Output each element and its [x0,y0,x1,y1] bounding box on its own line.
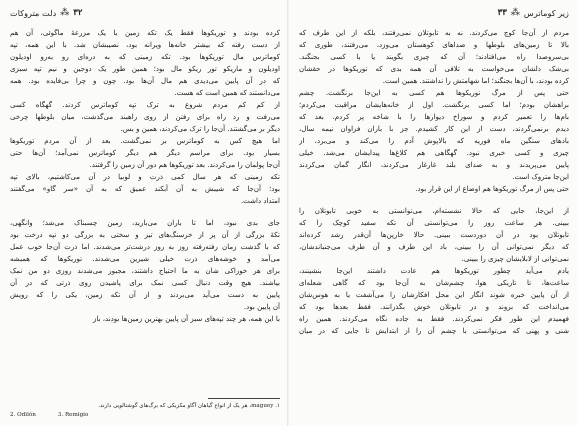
text-line: از آن پایین خبره شوند انگار این محل افکارشان را می‌آشفت یا به هوس‌شان [299,290,569,299]
text-line: نمی‌توانی از لابلایشان چیزی را ببینی. [461,254,569,263]
footnote-3: 3. Remigio [57,412,89,418]
text-line: دیدم برنمی‌گردند، دست از این کار کشیدم. جز با باران فراوان نیمه سال، [299,124,569,133]
text-line: حتی پس از مرگ توریکوها هم کسی به این‌جا برنگشت. چشم [299,88,569,97]
text-line: بام‌ها را تعمیر کردم و سوراخ دیوارها را با شاخه پر کردم. بعد که [299,112,569,121]
text-line: بالا تا زمین‌های بلوطها و صداهای کوهستان می‌وزد، می‌رفتند، طوری که [299,40,569,49]
footnote-1: ۱. maguey، هر یک از انواع گیاهان آگاو مکزیکی که برگ‌های گوشتالویی دارند. [98,403,280,409]
text-line: بیاشند. هیچ وقت دنبال کسی نمک برای پاشیدن روی ذرتی که در آن [10,278,280,287]
text-line: بی‌شک دلشان می‌خواست به تلافی آن همه بدی که توریکوها در حقشان [299,64,569,73]
text-line: از این‌جا، جایی که حالا نشسته‌ام، می‌توانستی به خوبی تابوتلان را [299,206,569,215]
text-line: کرده بودند، با آن‌ها بجنگند؛ اما شهامتش را نداشتند. همین است. [382,76,569,85]
text-line: جای بدی نبود، اما تا باران می‌بارید، زمین چسبناک می‌شد؛ وانگهی، [10,218,280,227]
text-line: چیزی و کسی خبری نبود. گهگاهی هم کلاغ‌ها پیدایشان می‌شد. خیلی [299,148,569,157]
footnotes [10,398,280,420]
text-line: پایین به دست می‌آید می‌بردند و از آن تکه زمین، یکی را که رویش [10,290,280,299]
footnote-latin [10,411,280,420]
text-line: با این همه، هر چند تپه‌های سبز آن پایین بهترین زمین‌ها بودند، باز [92,314,280,323]
text-line: می‌انداخت که بروند و در تابوتلان خوش بگذرانند. فقط بعدها بود که [299,302,569,311]
text-line: تکه زمینی که هر سال کمی ذرت و لوبیا در آن می‌کاشتیم، بالای تپه [10,172,280,181]
text-line: براهشان بودم؛ اما کسی برنگشت. اول از خانه‌هایشان مراقبت می‌کردم؛ [299,100,569,109]
footnote-rule [208,398,280,399]
paragraph-gap [299,195,569,205]
text-line: که دیگر نمی‌توانی آن را ببینی، باد این طرف و آن طرف می‌جنباندشان، [299,242,569,251]
book-gutter [287,0,289,426]
text-line: می‌آمد و خوشه‌های ذرت خیلی شیرین می‌شدند. توریکوها که همیشه [10,254,280,263]
text-line: این‌جا متروک است. [512,172,569,181]
text-line: اودیلون و ماریکو تور ریکو مال بود؛ همین طور یک دوجین و نیم تپه سبزی [10,64,280,73]
running-title: دلت متروکات [10,8,57,18]
page-number: ۳۲ [73,8,83,18]
text-line: ساعت‌ها، تا تاریکی هوا، چشم‌شان به آن‌جا بود که گاهی شعله‌ای [299,278,569,287]
text-line: بسیار بود. برای مراسم دیگر هم دیگر کوماترس نمی‌آمد؛ آن‌ها حتی [10,148,280,157]
text-line: یادم می‌آید چطور توریکوها هم عادت داشتند این‌جا بنشینند، [299,266,569,275]
text-line: تابوتلان بود در آن دوردست ببینی. حالا خارپن‌ها آن‌قدر رشد کرده‌اند [299,230,569,239]
text-line: ببینی. هر ساعت روز را می‌توانستی آن تکه سفید کوچک را که [299,218,569,227]
left-page [10,0,280,426]
text-line: بی‌سروصدا راه می‌افتادند؛ آن که چیزی بگویند یا با کسی بجنگند. [299,52,569,61]
page-number: ۳۳ [497,8,507,18]
text-line: برای هر خوراکی شان به ما احتیاج داشتند، مجبور می‌شدند روزی دو من نمک [10,266,280,275]
text-line: از کم کم مردم شروع به ترک تپه کوماترس کردند. گهگاه کسی [10,100,280,109]
text-line: آن پایین بود. [243,302,280,311]
text-line: شنی و پهنی که می‌توانستی با چشم آن را از ابتدایش تا جایی که در میان [299,326,569,335]
text-line: کرده بودند و توریکوها فقط یک تکه زمین با یک مزرعهٔ ماگوئی، آن هم [10,28,280,37]
text-line: امتداد داشت. [240,196,280,205]
footnote-2: 2. Odilón [10,412,36,418]
text-line: باد‌های سنگین ماه فوریه که بالاپوش آدم را می‌کند و می‌برد، از [299,136,569,145]
text-line: که با گذشت زمان رفته‌رفته روز به روز درشت‌تر می‌شدند. اما ذرت آن‌جا خوب عمل [10,242,280,251]
right-page [299,0,569,426]
ornament-icon: ⁂ [60,8,70,18]
text-line: حتی پس از مرگ توریکوها هم اوضاع از این قرار بود. [415,184,569,193]
text-line: که در آن پایین می‌دیدی هم مال آن‌ها بود. چون و چرا بی‌فایده بود. همه [10,76,280,85]
text-line: کوماترس مال توریکوها بود. تکه زمینی که به دره‌ای رو به‌رو اودیلون [10,52,280,61]
left-page-body [10,27,280,325]
paragraph-gap [10,207,280,217]
text-line: اما هیچ کس به کوماترس بر نمی‌گشت. بعد از آن مردم توریکوها [10,136,280,145]
text-line: مردم از آن‌جا کوچ می‌کردند. نه به تابوتلان نمی‌رفتند، بلکه از این طرف که [299,28,569,37]
text-line: پایین می‌پریدند و به صدای بلند غارغار می‌کردند، انگار گمان می‌کردند [299,160,569,169]
left-page-header [10,6,280,20]
text-line: فهمیدم این طور فکر نمی‌کردند. فقط به جاده نگاه می‌کردند. همین راه [299,314,569,323]
running-title: زیر کوماترس [523,8,569,18]
text-line: از دست رفته که بیشتر خانه‌ها ویرانه بود، نصیبشان شد. با این همه، تپه [10,40,280,49]
right-page-header [299,6,569,20]
text-line: می‌دانستند که همین است که هست. [174,88,280,97]
text-line: تکهٔ بزرگی از آن پر از خرسنگ‌های تیز و سختی به بزرگی دو تپه درخت بود [10,230,280,239]
text-line: آن‌جا پولمان را می‌کردند. بعد توریکوها هم دور آن زمین را گرفتند. [89,160,280,169]
text-line: دیگر بر می‌گشتند. آن‌جا را ترک می‌کردند، همین و بس. [120,124,280,133]
text-line: می‌رفت و رد راه برای رفتن از روی راهبند می‌گذشت، میان بلوطها چرخی [10,112,280,121]
right-page-body [299,27,569,337]
text-line: بود؛ آن‌جا که شیبش به آن آبکند عمیق که به آن «سر گاو» می‌گفتند [10,184,280,193]
ornament-icon: ⁂ [510,8,520,18]
